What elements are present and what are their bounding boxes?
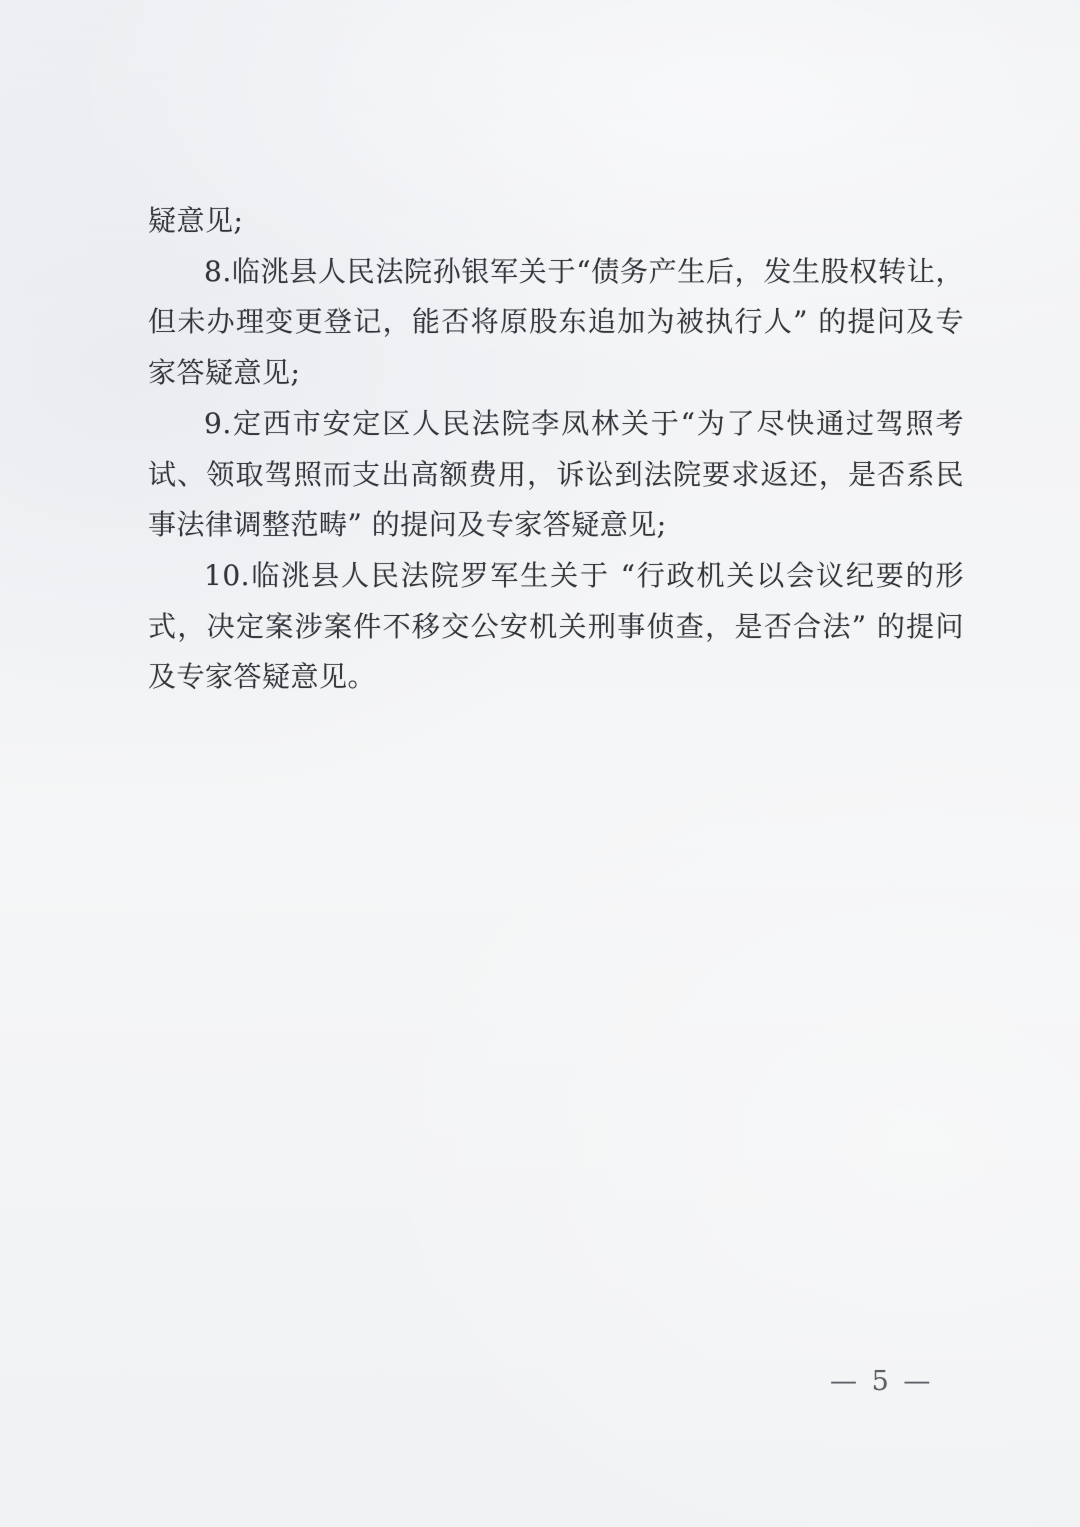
text-line: 9.定西市安定区人民法院李凤林关于“为了尽快通过驾照考 [204, 406, 964, 440]
page-number: — 5 — [830, 1366, 934, 1397]
text-line: 试、领取驾照而支出高额费用，诉讼到法院要求返还，是否系民 [148, 457, 964, 491]
text-line: 但未办理变更登记，能否将原股东追加为被执行人” 的提问及专 [148, 305, 964, 339]
text-line: 8.临洮县人民法院孙银军关于“债务产生后，发生股权转让， [204, 254, 964, 288]
text-line: 家答疑意见; [148, 356, 301, 390]
text-line: 疑意见; [148, 204, 244, 237]
text-line: 及专家答疑意见。 [148, 660, 377, 694]
text-line: 10.临洮县人民法院罗军生关于 “行政机关以会议纪要的形 [204, 558, 964, 592]
body-text [148, 196, 964, 703]
text-line: 事法律调整范畴” 的提问及专家答疑意见; [148, 508, 667, 542]
text-line: 式，决定案涉案件不移交公安机关刑事侦查，是否合法” 的提问 [148, 609, 964, 643]
